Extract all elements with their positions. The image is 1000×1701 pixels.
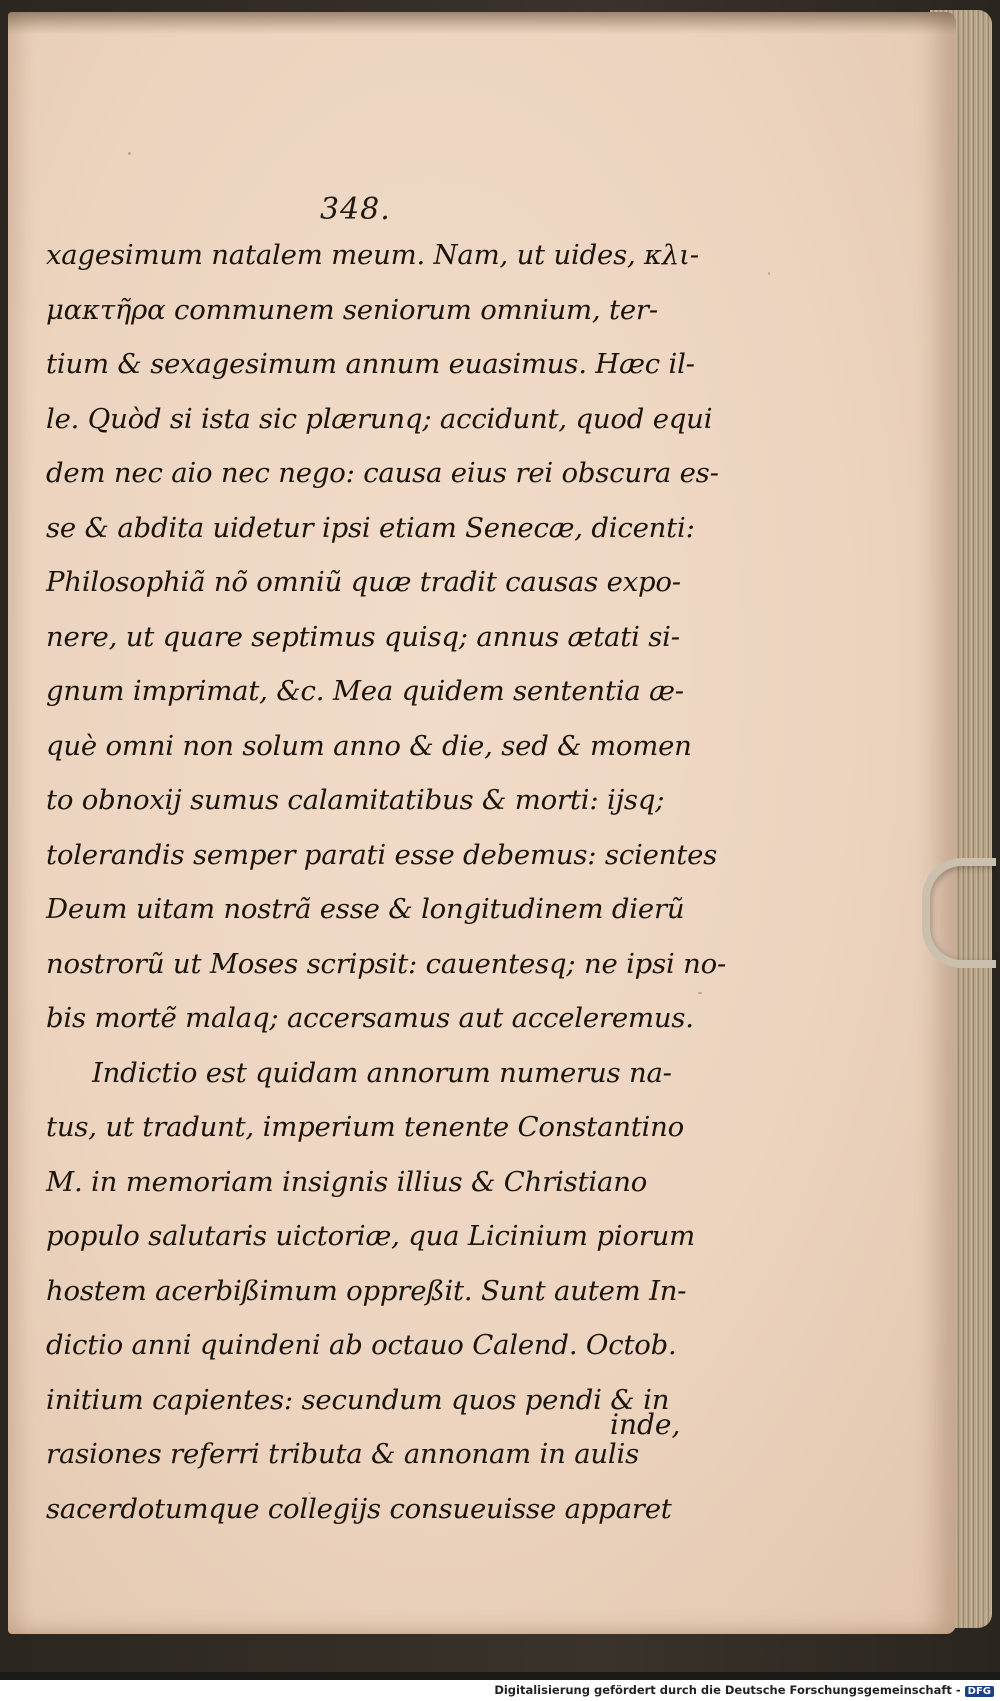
clasp-ring <box>922 858 996 968</box>
text-line: nostrorũ ut Moses scripsit: cauentesq; ne ipsi no- <box>46 947 727 980</box>
text-line: nere, ut quare septimus quisq; annus ætati si- <box>46 620 680 653</box>
text-line: M. in memoriam insignis illius & Christiano <box>46 1165 648 1198</box>
text-line: le. Quòd si ista sic plærunq; accidunt, quod equi <box>46 402 713 435</box>
text-line: sacerdotumque collegijs consueuisse apparet <box>46 1492 672 1525</box>
text-line: tolerandis semper parati esse debemus: scientes <box>46 838 718 871</box>
text-line: bis mortẽ malaq; accersamus aut acceleremus. <box>46 1002 694 1034</box>
text-line: tus, ut tradunt, imperium tenente Constantino <box>46 1111 685 1143</box>
text-line: xagesimum natalem meum. Nam, ut uides, κλι- <box>46 239 699 271</box>
dfg-logo: DFG <box>965 1686 994 1697</box>
text-line: què omni non solum anno & die, sed & momen <box>46 729 692 762</box>
text-line: μακτῆρα communem seniorum omnium, ter- <box>46 293 658 326</box>
text-line: hostem acerbißimum oppreßit. Sunt autem In- <box>46 1274 687 1307</box>
funding-credit-text: Digitalisierung gefördert durch die Deutsche Forschungsgemeinschaft - <box>494 1683 961 1697</box>
page-number: 348. <box>320 192 391 227</box>
text-line: rasiones referri tributa & annonam in aulis <box>46 1438 640 1470</box>
paper-speck <box>768 272 770 275</box>
funding-credit <box>494 1683 994 1697</box>
text-line: initium capientes: secundum quos pendi & in <box>46 1383 670 1416</box>
text-line: to obnoxij sumus calamitatibus & morti: ijsq; <box>46 784 665 816</box>
text-line-paragraph-start: Indictio est quidam annorum numerus na- <box>92 1056 672 1089</box>
text-line: gnum imprimat, &c. Mea quidem sententia æ- <box>46 675 684 707</box>
body-text <box>46 228 727 1536</box>
paper-speck <box>128 152 131 155</box>
catchword: inde, <box>610 1408 681 1441</box>
text-line: dictio anni quindeni ab octauo Calend. Octob. <box>46 1329 677 1361</box>
text-line: se & abdita uidetur ipsi etiam Senecæ, dicenti: <box>46 511 695 544</box>
text-line: dem nec aio nec nego: causa eius rei obscura es- <box>46 457 719 489</box>
text-line: Philosophiã nõ omniũ quæ tradit causas expo- <box>46 566 681 598</box>
text-line: Deum uitam nostrã esse & longitudinem dierũ <box>46 893 685 925</box>
text-line: tium & sexagesimum annum euasimus. Hæc il- <box>46 348 695 380</box>
text-line: populo salutaris uictoriæ, qua Licinium piorum <box>46 1220 696 1252</box>
